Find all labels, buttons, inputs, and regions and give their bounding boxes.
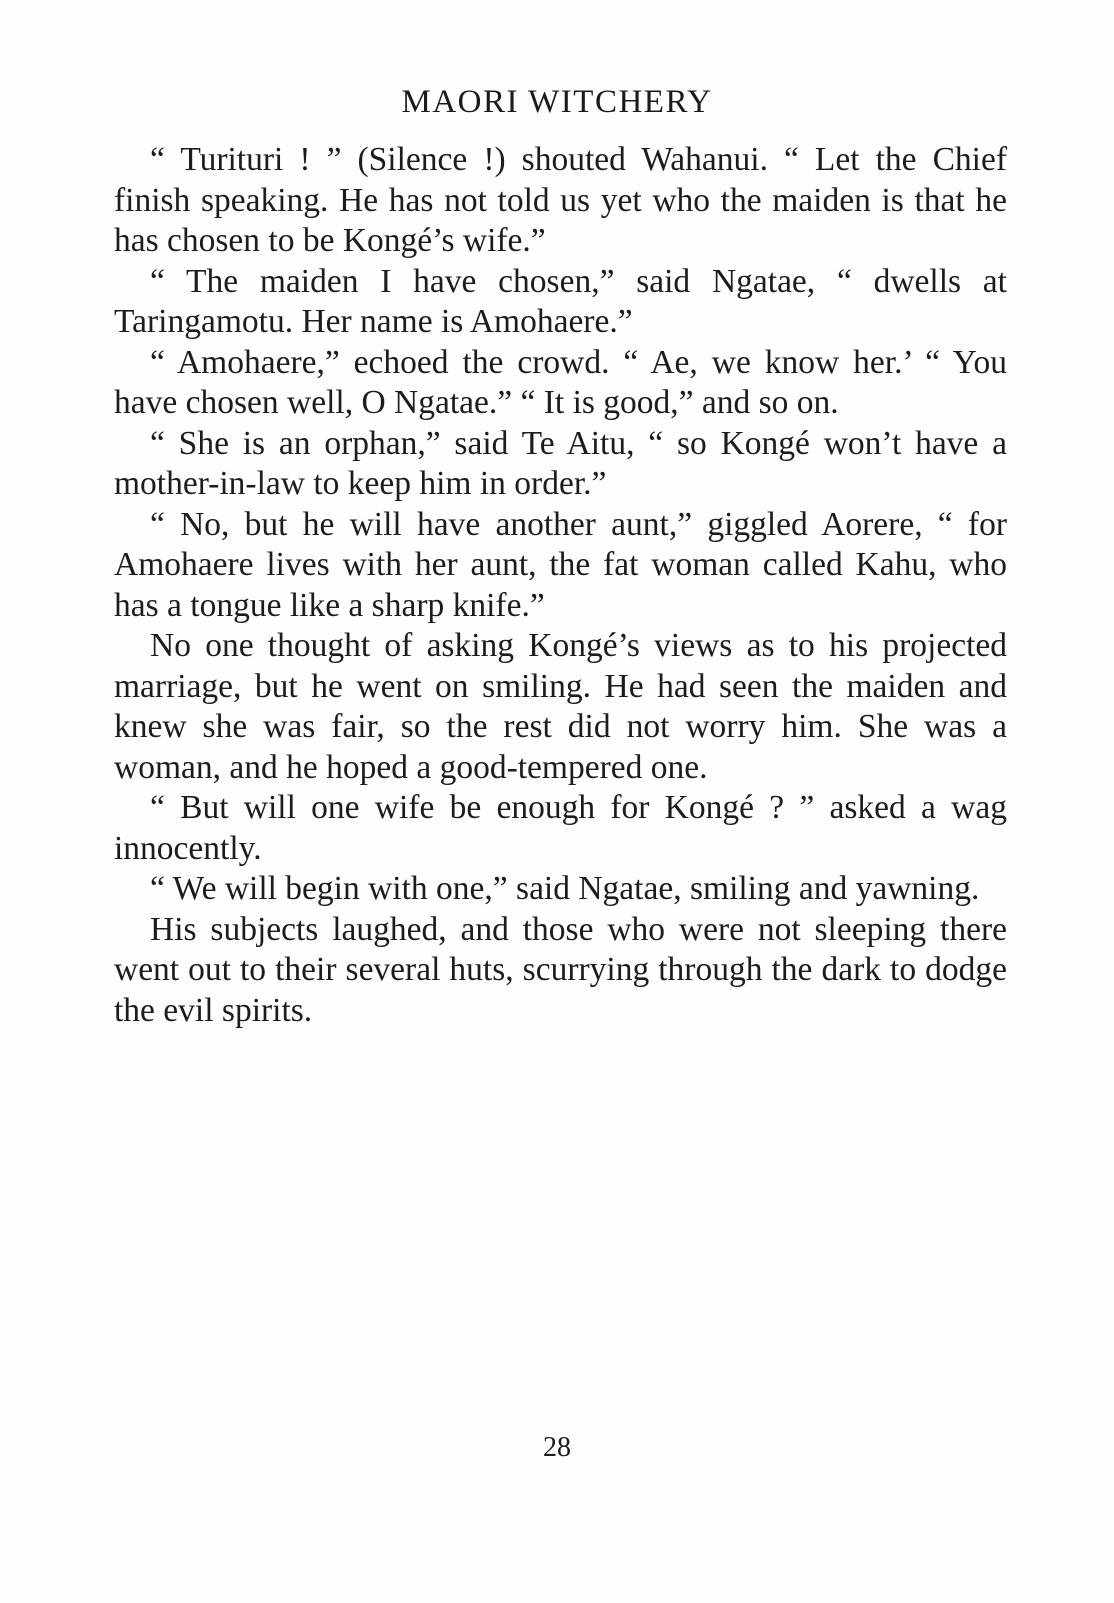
paragraph: “ We will begin with one,” said Ngatae, smiling and yawning.	[150, 870, 980, 907]
running-title: MAORI WITCHERY	[401, 84, 713, 120]
body-text	[114, 140, 1007, 1031]
paragraph: No one thought of asking Kongé’s views as to his projected marriage, but he went on smiling. He had seen the maiden and knew she was fair, so the rest did not worry him. She was a woman, and he hoped a good-tempered one.	[114, 627, 1007, 786]
paragraph: “ No, but he will have another aunt,” giggled Aorere, “ for Amohaere lives with her aunt, the fat woman called Kahu, who has a tongue like a sharp knife.”	[114, 505, 1007, 624]
paragraph: “ But will one wife be enough for Kongé ? ” asked a wag innocently.	[114, 789, 1007, 867]
paragraph: His subjects laughed, and those who were not sleeping there went out to their several huts, scurrying through the dark to dodge the evil spirits.	[114, 910, 1007, 1029]
paragraph: “ The maiden I have chosen,” said Ngatae, “ dwells at Taringamotu. Her name is Amohaere.”	[114, 262, 1007, 340]
page-number: 28	[543, 1432, 571, 1463]
paragraph: “ Amohaere,” echoed the crowd. “ Ae, we know her.’ “ You have chosen well, O Ngatae.” “ It is good,” and so on.	[114, 343, 1007, 421]
paragraph: “ She is an orphan,” said Te Aitu, “ so Kongé won’t have a mother-in-law to keep him in order.”	[114, 424, 1007, 502]
paragraph: “ Turituri ! ” (Silence !) shouted Wahanui. “ Let the Chief finish speaking. He has not told us yet who the maiden is that he has chosen to be Kongé’s wife.”	[114, 141, 1007, 259]
